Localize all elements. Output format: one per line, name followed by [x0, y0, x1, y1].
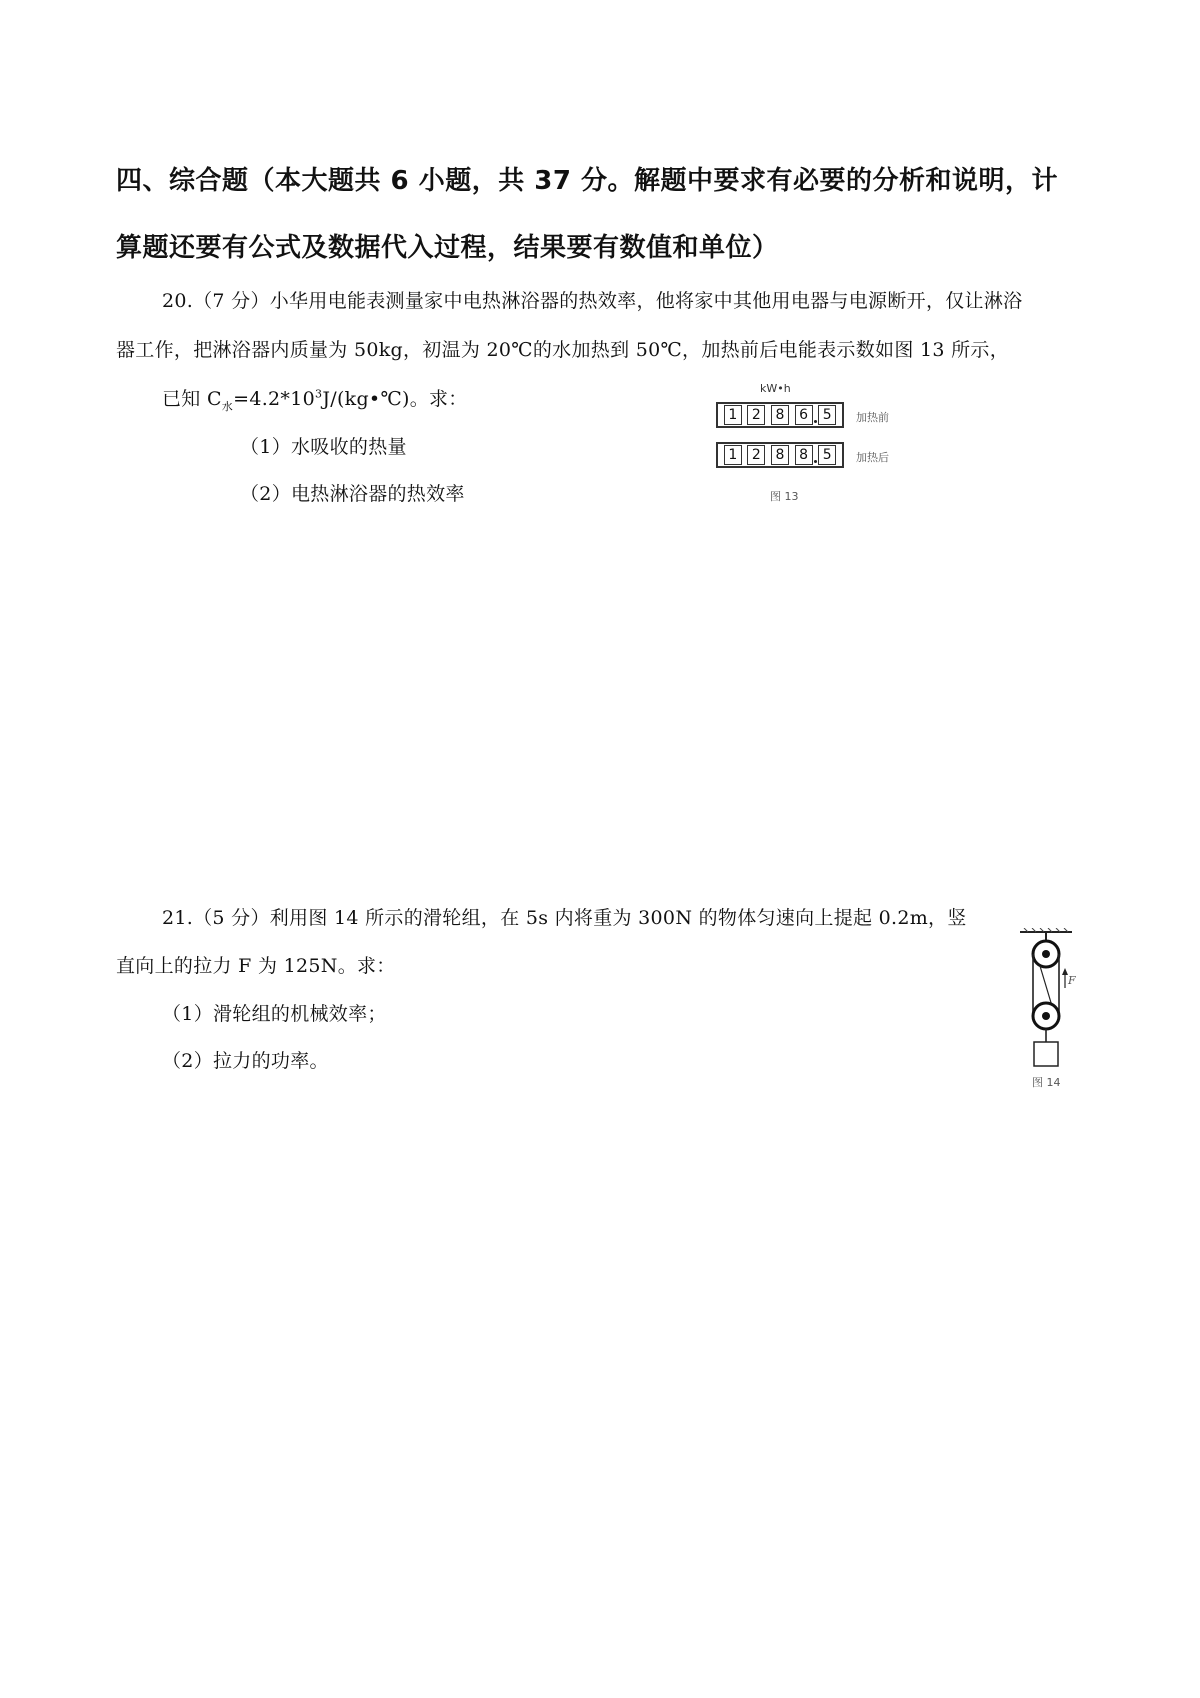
q20-given-subscript: 水: [221, 399, 234, 413]
pulley-diagram: [1010, 928, 1100, 1088]
ceiling-mount: [1020, 928, 1072, 940]
fixed-pulley: [1033, 941, 1059, 967]
figure-14-pulley-system: [1010, 928, 1100, 1103]
meter-reading-after: [716, 442, 844, 468]
q20-line-1: 20.（7 分）小华用电能表测量家中电热淋浴器的热效率，他将家中其他用电器与电源断开，仅让淋浴: [162, 290, 1023, 312]
meter-digit: 8: [771, 405, 789, 425]
section-heading-line-2: 算题还要有公式及数据代入过程，结果要有数值和单位）: [116, 233, 779, 263]
meter-label-after: 加热后: [856, 451, 889, 464]
meter-unit-label: kW•h: [760, 382, 791, 395]
meter-digit-decimal: 5: [818, 445, 836, 465]
load-block: [1034, 1042, 1058, 1066]
meter-digit: 8: [771, 445, 789, 465]
meter-digit-decimal: 5: [818, 405, 836, 425]
q20-line-2: 器工作，把淋浴器内质量为 50kg，初温为 20℃的水加热到 50℃，加热前后电能表示数如图 13 所示，: [116, 339, 1009, 361]
q20-given-prefix: 已知 C: [162, 388, 222, 410]
force-label: F: [1068, 974, 1076, 987]
meter-digit: 8: [795, 445, 813, 465]
meter-digit: 2: [747, 445, 765, 465]
q20-line-3: [162, 384, 468, 414]
meter-digit: 1: [724, 445, 742, 465]
figure-14-caption: 图 14: [1032, 1076, 1061, 1089]
q20-subquestion-2: （2）电热淋浴器的热效率: [240, 483, 465, 505]
q21-subquestion-2: （2）拉力的功率。: [162, 1050, 329, 1072]
q20-given-suffix: J/(kg•℃)。求：: [322, 388, 468, 410]
meter-label-before: 加热前: [856, 411, 889, 424]
figure-13-caption: 图 13: [770, 490, 799, 503]
q21-line-1: 21.（5 分）利用图 14 所示的滑轮组，在 5s 内将重为 300N 的物体匀速向上提起 0.2m，竖: [162, 907, 967, 929]
meter-digit: 1: [724, 405, 742, 425]
q21-line-2: 直向上的拉力 F 为 125N。求：: [116, 955, 396, 977]
meter-digit: 6: [795, 405, 813, 425]
movable-pulley: [1033, 1003, 1059, 1042]
section-heading-line-1: 四、综合题（本大题共 6 小题，共 37 分。解题中要求有必要的分析和说明，计: [116, 166, 1058, 196]
q21-subquestion-1: （1）滑轮组的机械效率；: [162, 1003, 387, 1025]
meter-digit: 2: [747, 405, 765, 425]
q20-given-exponent: 3: [315, 387, 323, 401]
meter-reading-before: [716, 402, 844, 428]
q20-subquestion-1: （1）水吸收的热量: [240, 436, 407, 458]
figure-13-energy-meter: [712, 382, 902, 506]
q20-given-value: =4.2*10: [233, 388, 316, 410]
